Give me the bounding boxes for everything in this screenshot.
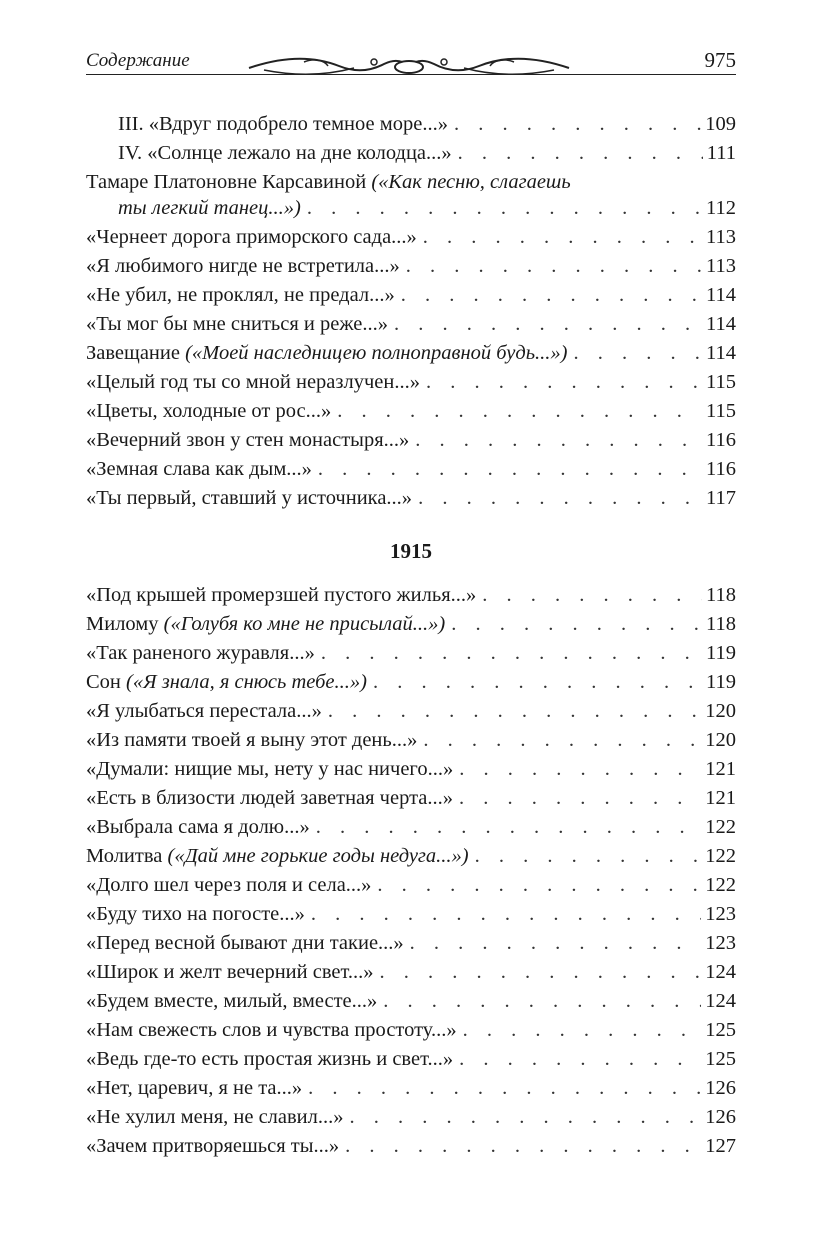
toc-entry [86,668,736,697]
leader-dots [301,194,702,223]
entry-title: «Не убил, не проклял, не предал...» [86,284,395,306]
running-title: Содержание [86,50,190,71]
leader-dots [395,281,702,310]
leader-dots [331,397,702,426]
entry-title: III. «Вдруг подобрело темное море...» [118,113,448,135]
toc-entry [86,397,736,426]
entry-title: «Думали: нищие мы, нету у нас ничего...» [86,758,454,780]
leader-dots [371,871,701,900]
leader-dots [302,1074,701,1103]
toc-entry [86,784,736,813]
toc-entry [86,639,736,668]
leader-dots [377,987,701,1016]
entry-title: «Буду тихо на погосте...» [86,903,305,925]
toc-entry [86,871,736,900]
leader-dots [412,484,702,513]
entry-title: «Из памяти твоей я выну этот день...» [86,729,418,751]
toc-entry-multiline [86,168,736,194]
leader-dots [476,581,702,610]
toc-entry [86,223,736,252]
toc-entry [86,726,736,755]
toc-entry [86,958,736,987]
leader-dots [339,1132,701,1161]
entry-page: 120 [705,729,736,751]
entry-page: 121 [705,787,736,809]
entry-title: «Ты мог бы мне сниться и реже...» [86,313,388,335]
entry-title: «Долго шел через поля и села...» [86,874,372,896]
entry-page: 119 [706,642,736,664]
entry-page: 112 [706,197,736,219]
entry-page: 120 [705,700,736,722]
entry-page: 126 [705,1106,736,1128]
entry-title: «Зачем притворяешься ты...» [86,1135,340,1157]
entry-title: «Нам свежесть слов и чувства простоту...» [86,1019,457,1041]
entry-title-italic: («Моей наследницею полноправной будь...») [185,342,568,364]
entry-page: 118 [706,613,736,635]
entry-page: 116 [706,458,736,480]
leader-dots [322,697,701,726]
entry-page: 119 [706,671,736,693]
toc-entry [86,1103,736,1132]
toc-entry-continuation [86,194,736,223]
entry-title: «Выбрала сама я долю...» [86,816,310,838]
toc-entry [86,455,736,484]
entry-page: 122 [705,816,736,838]
entry-title-italic: («Как песню, слагаешь [371,171,571,193]
page-number: 975 [704,48,736,72]
leader-dots [469,842,702,871]
entry-page: 113 [706,226,736,248]
entry-title: «Перед весной бывают дни такие...» [86,932,404,954]
entry-title-plain: Тамаре Платоновне Карсавиной [86,171,372,193]
entry-title [86,610,445,639]
entry-page: 122 [705,874,736,896]
leader-dots [445,610,702,639]
entry-title: «Нет, царевич, я не та...» [86,1077,303,1099]
leader-dots [457,1016,702,1045]
leader-dots [417,223,702,252]
leader-dots [567,339,702,368]
leader-dots [417,726,701,755]
entry-title [86,842,469,871]
toc-entry [86,252,736,281]
entry-title: «Цветы, холодные от рос...» [86,400,332,422]
entry-title: «Так раненого журавля...» [86,642,315,664]
table-of-contents [86,110,736,1161]
header-rule [86,74,736,75]
toc-entry [86,813,736,842]
toc-entry [86,1074,736,1103]
entry-page: 122 [705,845,736,867]
leader-dots [404,929,702,958]
entry-page: 109 [705,113,736,135]
toc-entry [86,929,736,958]
entry-title: «Вечерний звон у стен монастыря...» [86,429,410,451]
leader-dots [305,900,701,929]
entry-title-plain: Сон [86,671,127,693]
leader-dots [344,1103,702,1132]
entry-page: 126 [705,1077,736,1099]
entry-page: 111 [706,142,736,164]
toc-entry [86,987,736,1016]
entry-title-plain: Молитва [86,845,168,867]
entry-title: «Я улыбаться перестала...» [86,700,322,722]
entry-title: «Целый год ты со мной неразлучен...» [86,371,420,393]
entry-title-plain: Милому [86,613,164,635]
entry-page: 123 [705,903,736,925]
entry-title-italic: («Голубя ко мне не присылай...») [163,613,446,635]
entry-title: «Будем вместе, милый, вместе...» [86,990,378,1012]
entry-title [86,339,567,368]
leader-dots [409,426,702,455]
leader-dots [312,455,702,484]
toc-entry [86,1132,736,1161]
entry-page: 116 [706,429,736,451]
entry-page: 125 [705,1048,736,1070]
toc-entry [86,110,736,139]
year-heading: 1915 [390,539,432,563]
toc-entry [86,310,736,339]
toc-entry [86,484,736,513]
entry-title: «Под крышей промерзшей пустого жилья...» [86,584,477,606]
toc-entry [86,426,736,455]
toc-entry [86,842,736,871]
entry-page: 114 [706,342,736,364]
leader-dots [374,958,702,987]
entry-page: 115 [706,400,736,422]
entry-page: 121 [705,758,736,780]
entry-title: «Земная слава как дым...» [86,458,312,480]
entry-title [86,668,367,697]
toc-entry [86,139,736,168]
entry-title: «Не хулил меня, не славил...» [86,1106,344,1128]
leader-dots [400,252,702,281]
entry-title: «Ты первый, ставший у источника...» [86,487,413,509]
entry-page: 127 [705,1135,736,1157]
entry-title: IV. «Солнце лежало на дне колодца...» [118,142,452,164]
leader-dots [453,1045,701,1074]
entry-title-plain: Завещание [86,342,186,364]
toc-entry [86,900,736,929]
entry-title: «Я любимого нигде не встретила...» [86,255,400,277]
entry-page: 117 [706,487,736,509]
entry-page: 114 [706,313,736,335]
entry-title: «Чернеет дорога приморского сада...» [86,226,417,248]
leader-dots [420,368,702,397]
entry-page: 123 [705,932,736,954]
page-header [86,42,736,82]
entry-page: 124 [705,961,736,983]
leader-dots [310,813,702,842]
toc-entry [86,610,736,639]
toc-entry [86,697,736,726]
entry-page: 124 [705,990,736,1012]
toc-entry [86,339,736,368]
leader-dots [453,784,701,813]
entry-title-italic: («Дай мне горькие годы недуга...») [167,845,469,867]
entry-title: «Ведь где-то есть простая жизнь и свет...» [86,1048,454,1070]
entry-title: «Есть в близости людей заветная черта...» [86,787,454,809]
entry-page: 125 [705,1019,736,1041]
leader-dots [388,310,702,339]
entry-page: 114 [706,284,736,306]
toc-entry [86,1016,736,1045]
entry-page: 118 [706,584,736,606]
toc-entry [86,281,736,310]
leader-dots [367,668,702,697]
toc-entry [86,581,736,610]
entry-page: 115 [706,371,736,393]
leader-dots [448,110,701,139]
entry-title-italic: («Я знала, я снюсь тебе...») [126,671,367,693]
toc-entry [86,1045,736,1074]
toc-entry [86,368,736,397]
entry-title: «Широк и желт вечерний свет...» [86,961,374,983]
leader-dots [452,139,703,168]
leader-dots [315,639,702,668]
leader-dots [453,755,701,784]
entry-title-italic: ты легкий танец...») [118,197,301,219]
toc-entry [86,755,736,784]
entry-page: 113 [706,255,736,277]
